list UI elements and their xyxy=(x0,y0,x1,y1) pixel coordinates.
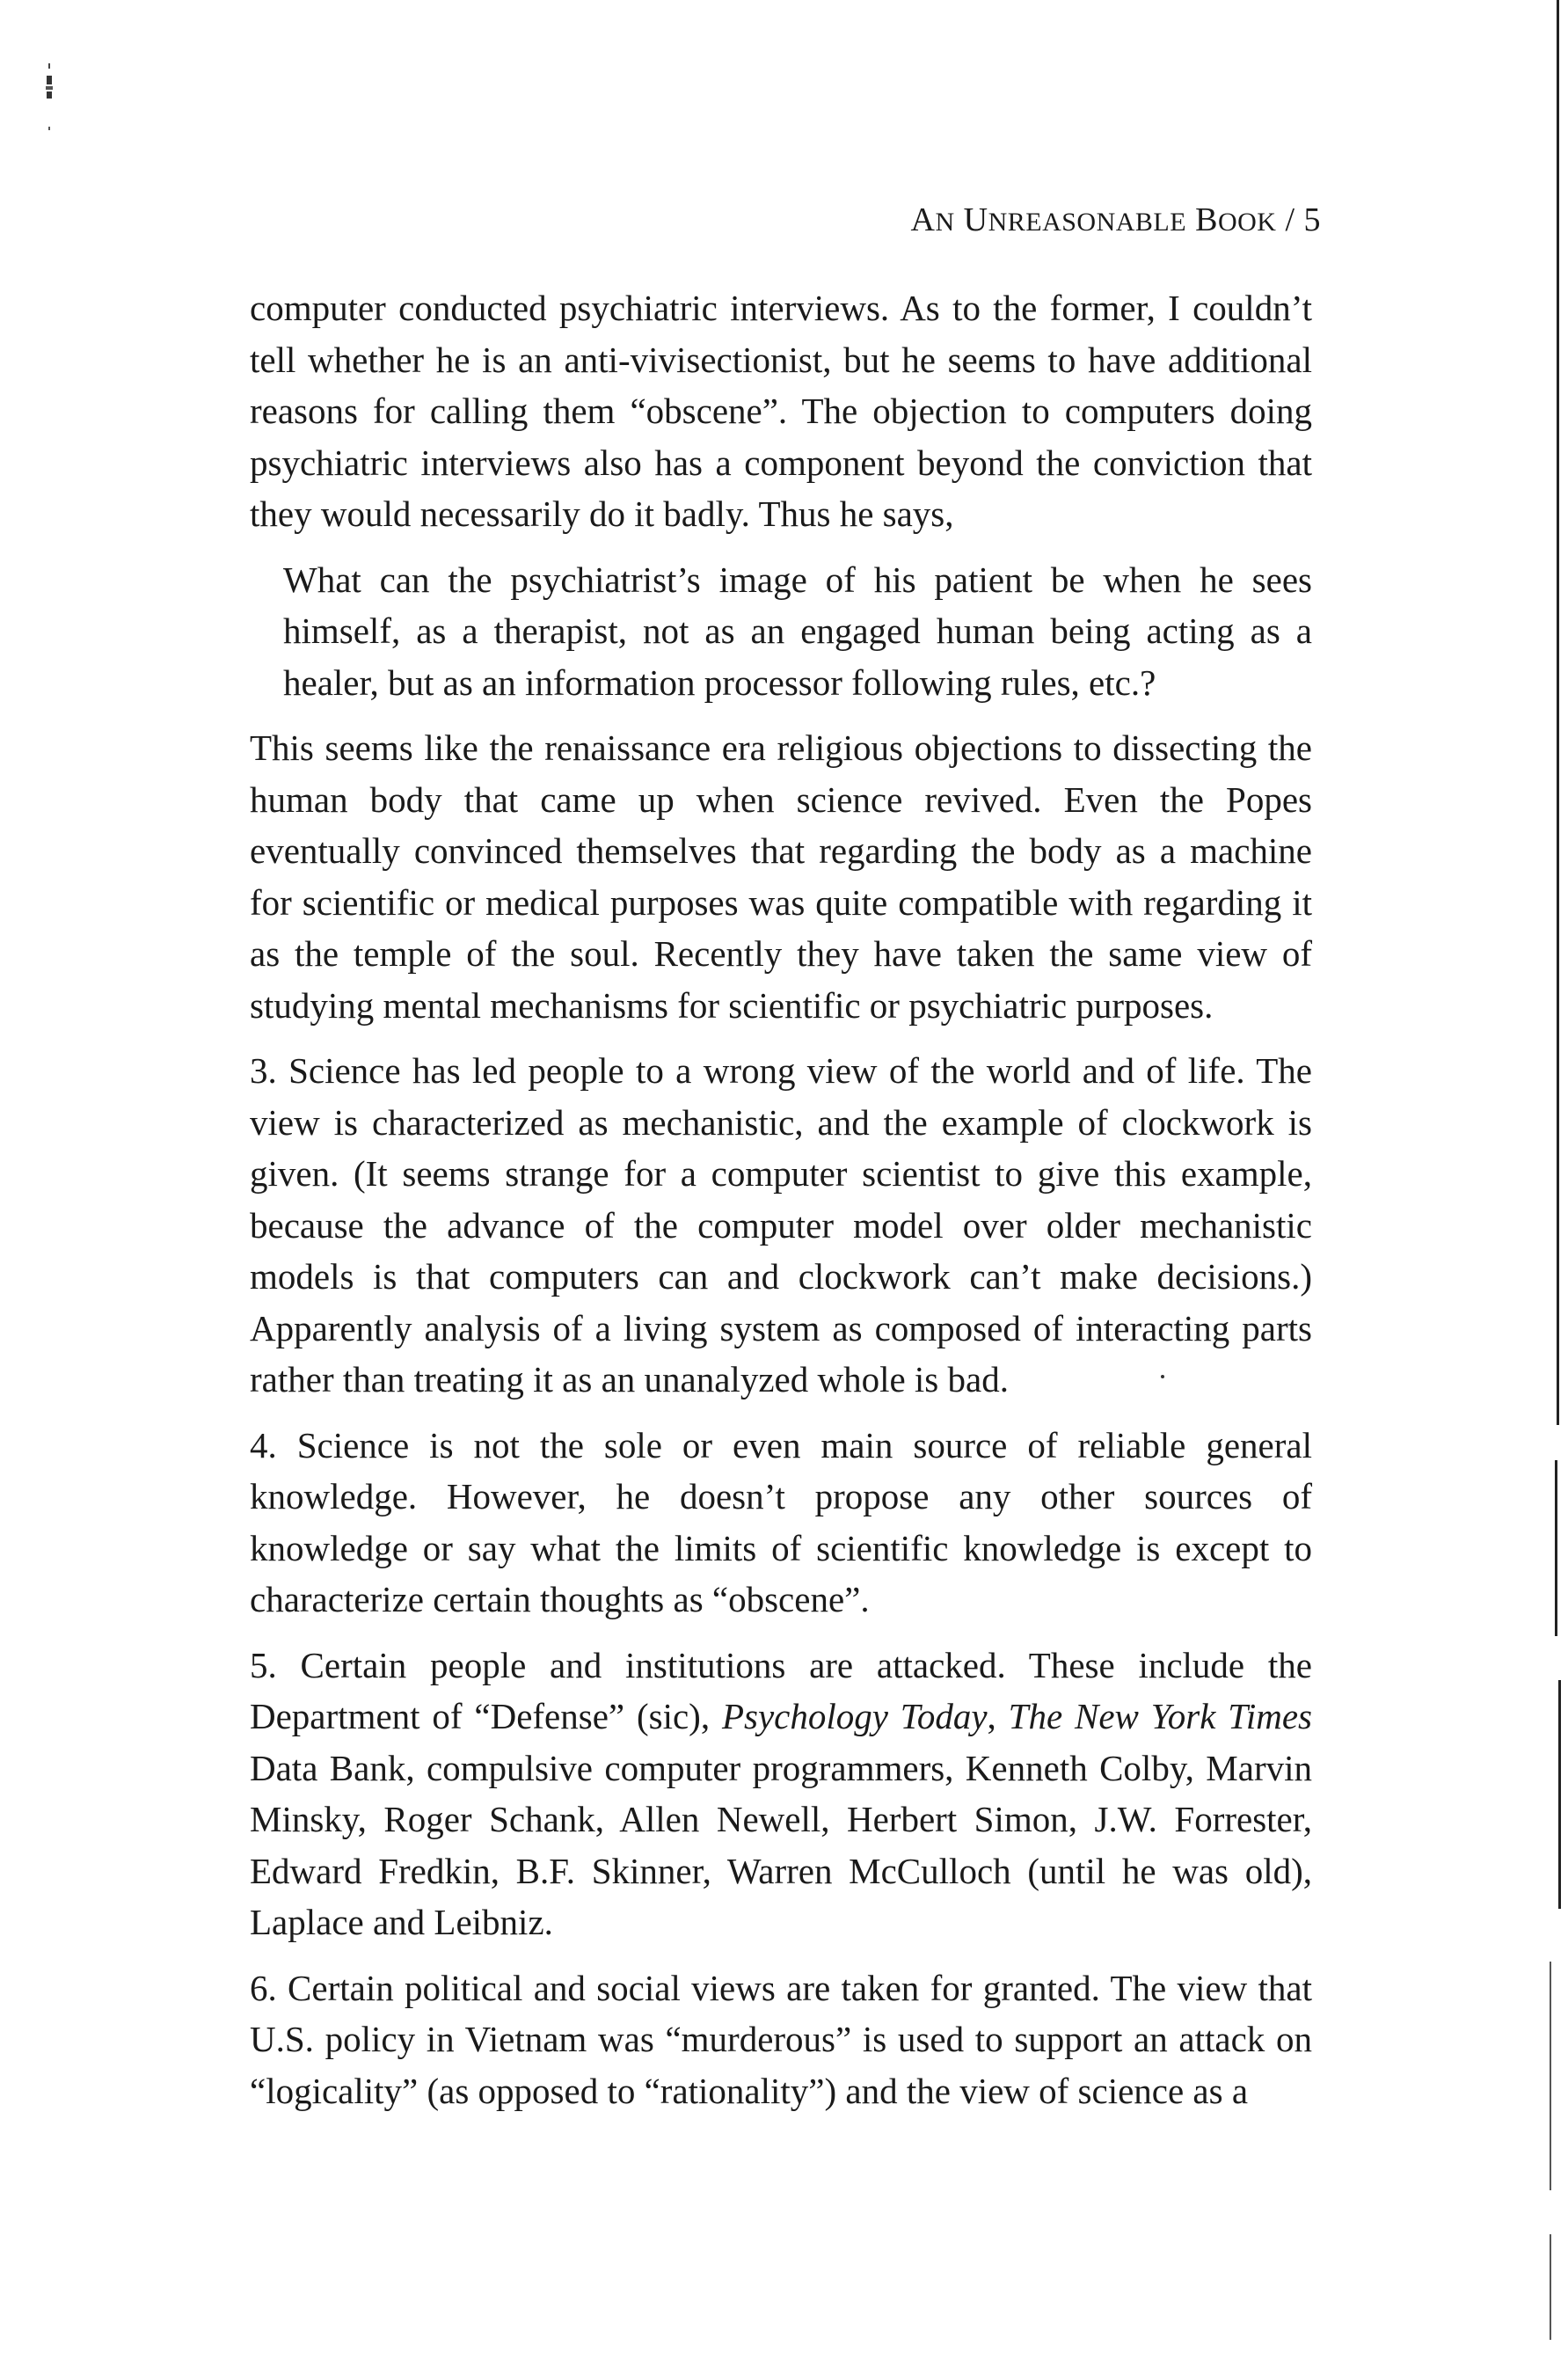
paragraph-5 xyxy=(250,1640,1312,1948)
body-text xyxy=(250,282,1312,2116)
p5-text-b: , xyxy=(987,1696,1009,1736)
scan-speck xyxy=(1161,1375,1164,1378)
p5-italic-nyt: The New York Times xyxy=(1008,1696,1312,1736)
block-quote: What can the psychiatrist’s image of his patient be when he sees himself, as a therapist, not as an engaged human being acting as a healer, but as an information processor following rules, etc.? xyxy=(283,559,1312,703)
scan-edge-line xyxy=(1558,1680,1561,1909)
paragraph-1: computer conducted psychiatric interviews. As to the former, I couldn’t tell whether he is an anti-vivisectionist, but he seems to have additional reasons for calling them “obscene”. The objection to computers doing psychiatric interviews also has a component beyond the conviction that they would necessarily do it badly. Thus he says, xyxy=(250,288,1312,534)
paragraph-6: 6. Certain political and social views are taken for granted. The view that U.S. policy in Vietnam was “murderous” is used to support an attack on “logicality” (as opposed to “rationality”) and the view of science as a xyxy=(250,1967,1312,2111)
paragraph-3: 3. Science has led people to a wrong view of the world and of life. The view is characterized as mechanistic, and the example of clockwork is given. (It seems strange for a computer scientist to give this example, because the advance of the computer model over older mechanistic models is that computers can and clockwork can’t make decisions.) Apparently analysis of a living system as composed of interacting parts rather than treating it as an unanalyzed whole is bad. xyxy=(250,1050,1312,1399)
paragraph-2: This seems like the renaissance era religious objections to dissecting the human body that came up when science revived. Even the Popes eventually convinced themselves that regarding the body as a machine for scientific or medical purposes was quite compatible with regarding it as the temple of the soul. Recently they have taken the same view of studying mental mechanisms for scientific or psychiatric purposes. xyxy=(250,727,1312,1026)
scan-edge-line xyxy=(1550,1962,1551,2190)
scan-edge-line xyxy=(1550,2234,1551,2340)
header-an-initial: A xyxy=(910,201,936,238)
p5-text-c: Data Bank, compulsive computer programmers, Kenneth Colby, Marvin Minsky, Roger Schank, Allen Newell, Herbert Simon, J.W. Forrester, Edward Fredkin, B.F. Skinner, Warren McCulloch (until he was old), Laplace and Leibniz. xyxy=(250,1747,1312,1942)
page-number: / 5 xyxy=(1285,201,1321,238)
scan-edge-line xyxy=(1557,0,1559,1425)
running-header xyxy=(910,201,1321,239)
header-unreasonable-rest: NREASONABLE xyxy=(988,208,1187,237)
scan-mark xyxy=(44,63,55,134)
p5-text-a: 5. Certain people and institutions are attacked. These include the Department of “Defense” (sic), xyxy=(250,1644,1312,1736)
paragraph-4: 4. Science is not the sole or even main source of reliable general knowledge. However, he doesn’t propose any other sources of knowledge or say what the limits of scientific knowledge is except to characterize certain thoughts as “obscene”. xyxy=(250,1424,1312,1619)
header-unreasonable-initial: U xyxy=(963,201,988,238)
header-book-initial: B xyxy=(1195,201,1218,238)
header-book-rest: OOK xyxy=(1217,208,1277,237)
header-an-rest: N xyxy=(935,208,955,237)
p5-italic-psychology-today: Psychology Today xyxy=(721,1696,988,1736)
scan-edge-line xyxy=(1555,1460,1557,1636)
